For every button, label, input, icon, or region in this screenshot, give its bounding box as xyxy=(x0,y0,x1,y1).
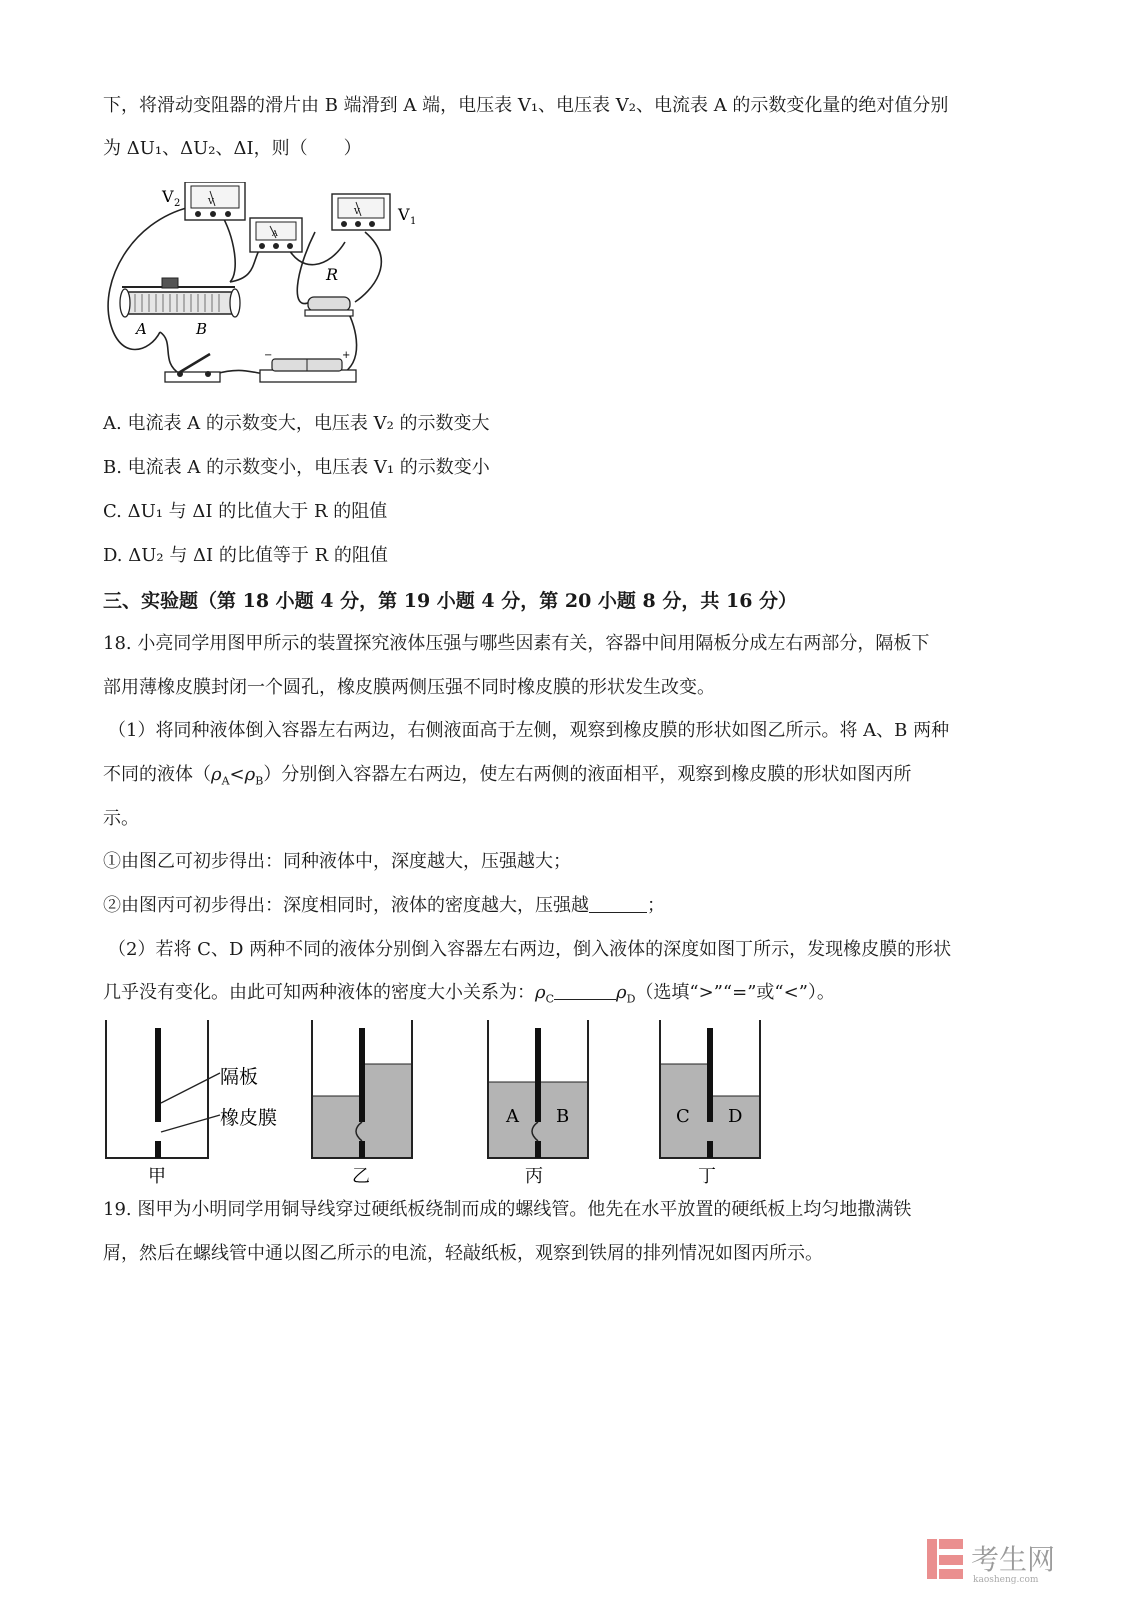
caption-jia: 甲 xyxy=(148,1166,166,1187)
q17-line2: 为 ΔU₁、ΔU₂、ΔI，则（ ） xyxy=(103,138,362,159)
answer-blank-2[interactable] xyxy=(554,981,616,1000)
liquid-a-label: A xyxy=(506,1106,519,1127)
q18-part2-line2: 几乎没有变化。由此可知两种液体的密度大小关系为：$\rho_C$ $\rho_D$（选填“>”“=”或“<”）。 xyxy=(103,982,835,1006)
resistor-r xyxy=(305,297,353,316)
ammeter xyxy=(250,218,302,252)
figure-bing xyxy=(488,1020,588,1187)
liquid-d-label: D xyxy=(728,1106,743,1127)
q18-part1-line2: 不同的液体$(\rho_A<\rho_B)$分别倒入容器左右两边，使左右两侧的液面相平，观察到橡皮膜的形状如图丙所 xyxy=(103,764,912,788)
svg-text:−: − xyxy=(264,350,273,361)
q17-line1: 下，将滑动变阻器的滑片由 B 端滑到 A 端，电压表 V₁、电压表 V₂、电流表 A 的示数变化量的绝对值分别 xyxy=(103,95,949,116)
liquid-b-label: B xyxy=(556,1106,570,1127)
ammeter-dial-label: A xyxy=(272,229,278,238)
container-figures xyxy=(100,1018,780,1188)
q18-part2-line1: （2）若将 C、D 两种不同的液体分别倒入容器左右两边，倒入液体的深度如图丁所示，发现橡皮膜的形状 xyxy=(108,939,952,960)
caption-yi: 乙 xyxy=(352,1166,370,1187)
svg-text:+: + xyxy=(342,350,351,361)
q18-line1: 18. 小亮同学用图甲所示的装置探究液体压强与哪些因素有关，容器中间用隔板分成左右两部分，隔板下 xyxy=(103,633,930,654)
watermark-text: 考生网 xyxy=(971,1543,1056,1576)
figure-yi xyxy=(312,1020,412,1187)
voltmeter-v2 xyxy=(185,182,245,220)
option-d: D. ΔU₂ 与 ΔI 的比值等于 R 的阻值 xyxy=(103,545,388,566)
membrane-label: 橡皮膜 xyxy=(220,1107,278,1129)
v2-label: V xyxy=(162,187,174,206)
watermark-url: kaosheng.com xyxy=(973,1575,1039,1585)
q18-part1-line3: 示。 xyxy=(103,808,139,829)
q19-line1: 19. 图甲为小明同学用铜导线穿过硬纸板绕制而成的螺线管。他先在水平放置的硬纸板上均匀地撒满铁 xyxy=(103,1199,912,1220)
q18-conclusion1: ①由图乙可初步得出：同种液体中，深度越大，压强越大； xyxy=(103,851,571,872)
r-label: R xyxy=(326,265,339,284)
answer-blank-1[interactable] xyxy=(589,894,647,913)
liquid-c-label: C xyxy=(676,1106,690,1127)
battery xyxy=(260,350,356,382)
b-label: B xyxy=(196,320,208,338)
figure-ding xyxy=(660,1020,760,1187)
rheostat xyxy=(120,278,240,317)
q18-line2: 部用薄橡皮膜封闭一个圆孔，橡皮膜两侧压强不同时橡皮膜的形状发生改变。 xyxy=(103,677,715,698)
option-a: A. 电流表 A 的示数变大，电压表 V₂ 的示数变大 xyxy=(103,413,490,434)
q18-conclusion2: ②由图丙可初步得出：深度相同时，液体的密度越大，压强越 ； xyxy=(103,895,665,916)
option-b: B. 电流表 A 的示数变小，电压表 V₁ 的示数变小 xyxy=(103,457,490,478)
q19-line2: 屑，然后在螺线管中通以图乙所示的电流，轻敲纸板，观察到铁屑的排列情况如图丙所示。 xyxy=(103,1243,823,1264)
voltmeter-v1 xyxy=(332,194,390,230)
watermark-logo xyxy=(925,1535,1100,1585)
circuit-figure xyxy=(100,182,430,397)
v2-sub: 2 xyxy=(174,198,181,209)
caption-bing: 丙 xyxy=(525,1166,543,1187)
v1-label: V xyxy=(398,205,410,224)
option-c: C. ΔU₁ 与 ΔI 的比值大于 R 的阻值 xyxy=(103,501,388,522)
a-label: A xyxy=(136,320,147,338)
q18-part1-line1: （1）将同种液体倒入容器左右两边，右侧液面高于左侧，观察到橡皮膜的形状如图乙所示。将 A、B 两种 xyxy=(108,720,950,741)
figure-jia xyxy=(106,1020,277,1187)
v1-dial-label: V xyxy=(354,207,360,216)
partition-label: 隔板 xyxy=(220,1066,259,1088)
caption-ding: 丁 xyxy=(698,1166,716,1187)
section-heading: 三、实验题（第 18 小题 4 分，第 19 小题 4 分，第 20 小题 8 分，共 16 分） xyxy=(103,590,798,612)
v1-sub: 1 xyxy=(410,216,417,227)
v2-dial-label: V xyxy=(208,197,214,206)
